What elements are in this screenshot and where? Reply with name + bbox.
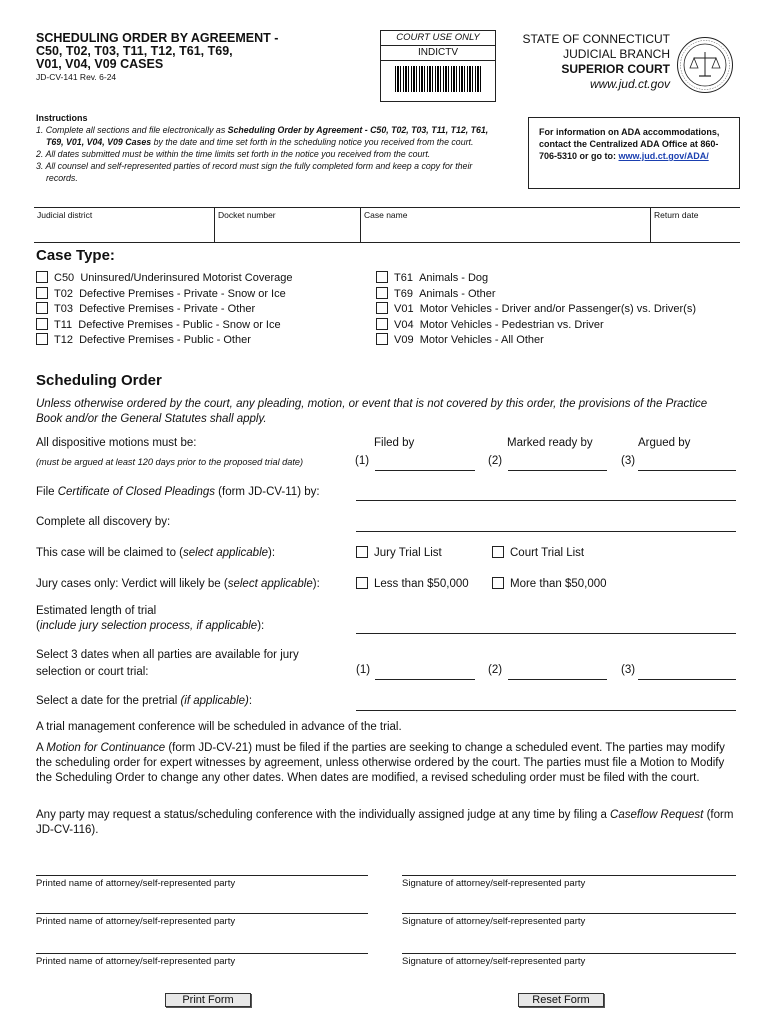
num-1: (1) — [356, 664, 371, 676]
print-form-button[interactable]: Print Form — [165, 993, 251, 1007]
trial-length-label: Estimated length of trial (include jury selection process, if applicable): — [36, 605, 265, 632]
docket-number-field[interactable]: Docket number — [214, 208, 360, 242]
num-2: (2) — [488, 664, 503, 676]
claimed-label: This case will be claimed to (select applicable): — [36, 547, 276, 559]
case-type-option[interactable]: V01 Motor Vehicles - Driver and/or Passenger(s) vs. Driver(s) — [376, 302, 696, 317]
instruction-item: 2. All dates submitted must be within the time limits set forth in the notice you received from the court. — [36, 149, 431, 159]
instruction-item: 3. All counsel and self-represented parties of record must sign the fully completed form and keep a copy for their records. — [36, 161, 473, 183]
checkbox[interactable] — [376, 333, 388, 345]
trial-length-input[interactable] — [356, 633, 736, 634]
judicial-seal-icon — [676, 36, 734, 94]
scheduling-intro: Unless otherwise ordered by the court, any pleading, motion, or event that is not covered by this order, the provisions of the Practice Book and/or the General Statutes shall apply. — [36, 398, 708, 425]
checkbox[interactable] — [356, 577, 368, 589]
signature-1[interactable]: Signature of attorney/self-represented party — [402, 875, 736, 889]
printed-name-1[interactable]: Printed name of attorney/self-represented party — [36, 875, 368, 889]
num-3: (3) — [621, 664, 636, 676]
checkbox[interactable] — [376, 287, 388, 299]
case-type-option[interactable]: T61 Animals - Dog — [376, 271, 488, 286]
checkbox[interactable] — [36, 302, 48, 314]
scheduling-order-heading: Scheduling Order — [36, 372, 162, 389]
checkbox[interactable] — [36, 333, 48, 345]
case-type-option[interactable]: C50 Uninsured/Underinsured Motorist Coverage — [36, 271, 292, 286]
case-type-option[interactable]: T11 Defective Premises - Public - Snow or Ice — [36, 318, 281, 333]
signature-3[interactable]: Signature of attorney/self-represented party — [402, 953, 736, 967]
closed-pleadings-label: File Certificate of Closed Pleadings (form JD-CV-11) by: — [36, 486, 320, 498]
col-filed-by: Filed by — [374, 437, 415, 449]
court-use-box — [380, 30, 496, 102]
signature-2[interactable]: Signature of attorney/self-represented party — [402, 913, 736, 927]
barcode — [395, 66, 481, 92]
jury-trial-list-option[interactable]: Jury Trial List — [356, 546, 442, 559]
status-conference-note: Any party may request a status/scheduling conference with the individually assigned judge at any time by filing a Caseflow Request (form JD-CV-116). — [36, 809, 734, 836]
marked-ready-input[interactable] — [508, 470, 607, 471]
trial-dates-label: Select 3 dates when all parties are available for jury selection or court trial: — [36, 649, 299, 678]
ada-link[interactable]: www.jud.ct.gov/ADA/ — [618, 151, 709, 161]
filed-by-input[interactable] — [375, 470, 475, 471]
case-type-option[interactable]: T69 Animals - Other — [376, 287, 496, 302]
conference-note: A trial management conference will be scheduled in advance of the trial. — [36, 721, 402, 733]
discovery-label: Complete all discovery by: — [36, 516, 171, 528]
instructions-title: Instructions — [36, 113, 88, 123]
checkbox[interactable] — [36, 271, 48, 283]
pretrial-label: Select a date for the pretrial (if applicable): — [36, 695, 253, 707]
dispositive-note: (must be argued at least 120 days prior to the proposed trial date) — [36, 457, 304, 467]
trial-date-3-input[interactable] — [638, 679, 736, 680]
checkbox[interactable] — [376, 271, 388, 283]
checkbox[interactable] — [356, 546, 368, 558]
col-argued-by: Argued by — [638, 437, 691, 449]
case-type-heading: Case Type: — [36, 247, 115, 264]
checkbox[interactable] — [376, 302, 388, 314]
num-2: (2) — [488, 455, 503, 467]
instructions-list — [36, 124, 506, 184]
discovery-input[interactable] — [356, 531, 736, 532]
court-heading: STATE OF CONNECTICUT JUDICIAL BRANCH SUPERIOR COURT www.jud.ct.gov — [522, 32, 670, 91]
ada-info-box: For information on ADA accommodations, contact the Centralized ADA Office at 860-706-5310 or go to: www.jud.ct.gov/ADA/ — [528, 117, 740, 189]
dispositive-label: All dispositive motions must be: — [36, 437, 197, 449]
continuance-note: A Motion for Continuance (form JD-CV-21) must be filed if the parties are seeking to change a scheduled event. The parties may modify the scheduling order for expert witnesses by agreement, unless otherwise ordered by the court. The parties must file a Motion to Modify the Scheduling Order to change any other dates. When dates are modified, a revised scheduling order must be filed with the court. — [36, 742, 725, 784]
printed-name-3[interactable]: Printed name of attorney/self-represented party — [36, 953, 368, 967]
case-type-option[interactable]: T12 Defective Premises - Public - Other — [36, 333, 251, 348]
form-title: SCHEDULING ORDER BY AGREEMENT - C50, T02, T03, T11, T12, T61, T69, V01, V04, V09 CASES — [36, 31, 279, 71]
pretrial-input[interactable] — [356, 710, 736, 711]
form-number: JD-CV-141 Rev. 6-24 — [36, 72, 117, 82]
judicial-district-field[interactable]: Judicial district — [37, 210, 93, 220]
reset-form-button[interactable]: Reset Form — [518, 993, 604, 1007]
num-1: (1) — [355, 455, 370, 467]
checkbox[interactable] — [492, 546, 504, 558]
checkbox[interactable] — [492, 577, 504, 589]
court-use-label: COURT USE ONLY — [381, 31, 495, 46]
printed-name-2[interactable]: Printed name of attorney/self-represented party — [36, 913, 368, 927]
trial-date-1-input[interactable] — [375, 679, 475, 680]
checkbox[interactable] — [376, 318, 388, 330]
case-name-field[interactable]: Case name — [360, 208, 650, 242]
case-type-option[interactable]: T03 Defective Premises - Private - Other — [36, 302, 255, 317]
num-3: (3) — [621, 455, 636, 467]
return-date-field[interactable]: Return date — [650, 208, 740, 242]
less-than-50k-option[interactable]: Less than $50,000 — [356, 577, 469, 590]
case-type-option[interactable]: T02 Defective Premises - Private - Snow or Ice — [36, 287, 286, 302]
checkbox[interactable] — [36, 287, 48, 299]
case-type-option[interactable]: V09 Motor Vehicles - All Other — [376, 333, 544, 348]
more-than-50k-option[interactable]: More than $50,000 — [492, 577, 607, 590]
court-trial-list-option[interactable]: Court Trial List — [492, 546, 584, 559]
case-info-row — [34, 207, 740, 243]
argued-by-input[interactable] — [638, 470, 736, 471]
instruction-item: 1. Complete all sections and file electronically as Scheduling Order by Agreement - C50, T02, T03, T11, T12, T61, T69, V01, V04, V09 Cases by the date and time set forth in the scheduling notice you received from the court. — [36, 125, 489, 147]
verdict-label: Jury cases only: Verdict will likely be (select applicable): — [36, 578, 320, 590]
col-marked-ready-by: Marked ready by — [507, 437, 593, 449]
case-type-option[interactable]: V04 Motor Vehicles - Pedestrian vs. Driver — [376, 318, 604, 333]
closed-pleadings-input[interactable] — [356, 500, 736, 501]
trial-date-2-input[interactable] — [508, 679, 607, 680]
court-use-code: INDICTV — [381, 46, 495, 61]
checkbox[interactable] — [36, 318, 48, 330]
